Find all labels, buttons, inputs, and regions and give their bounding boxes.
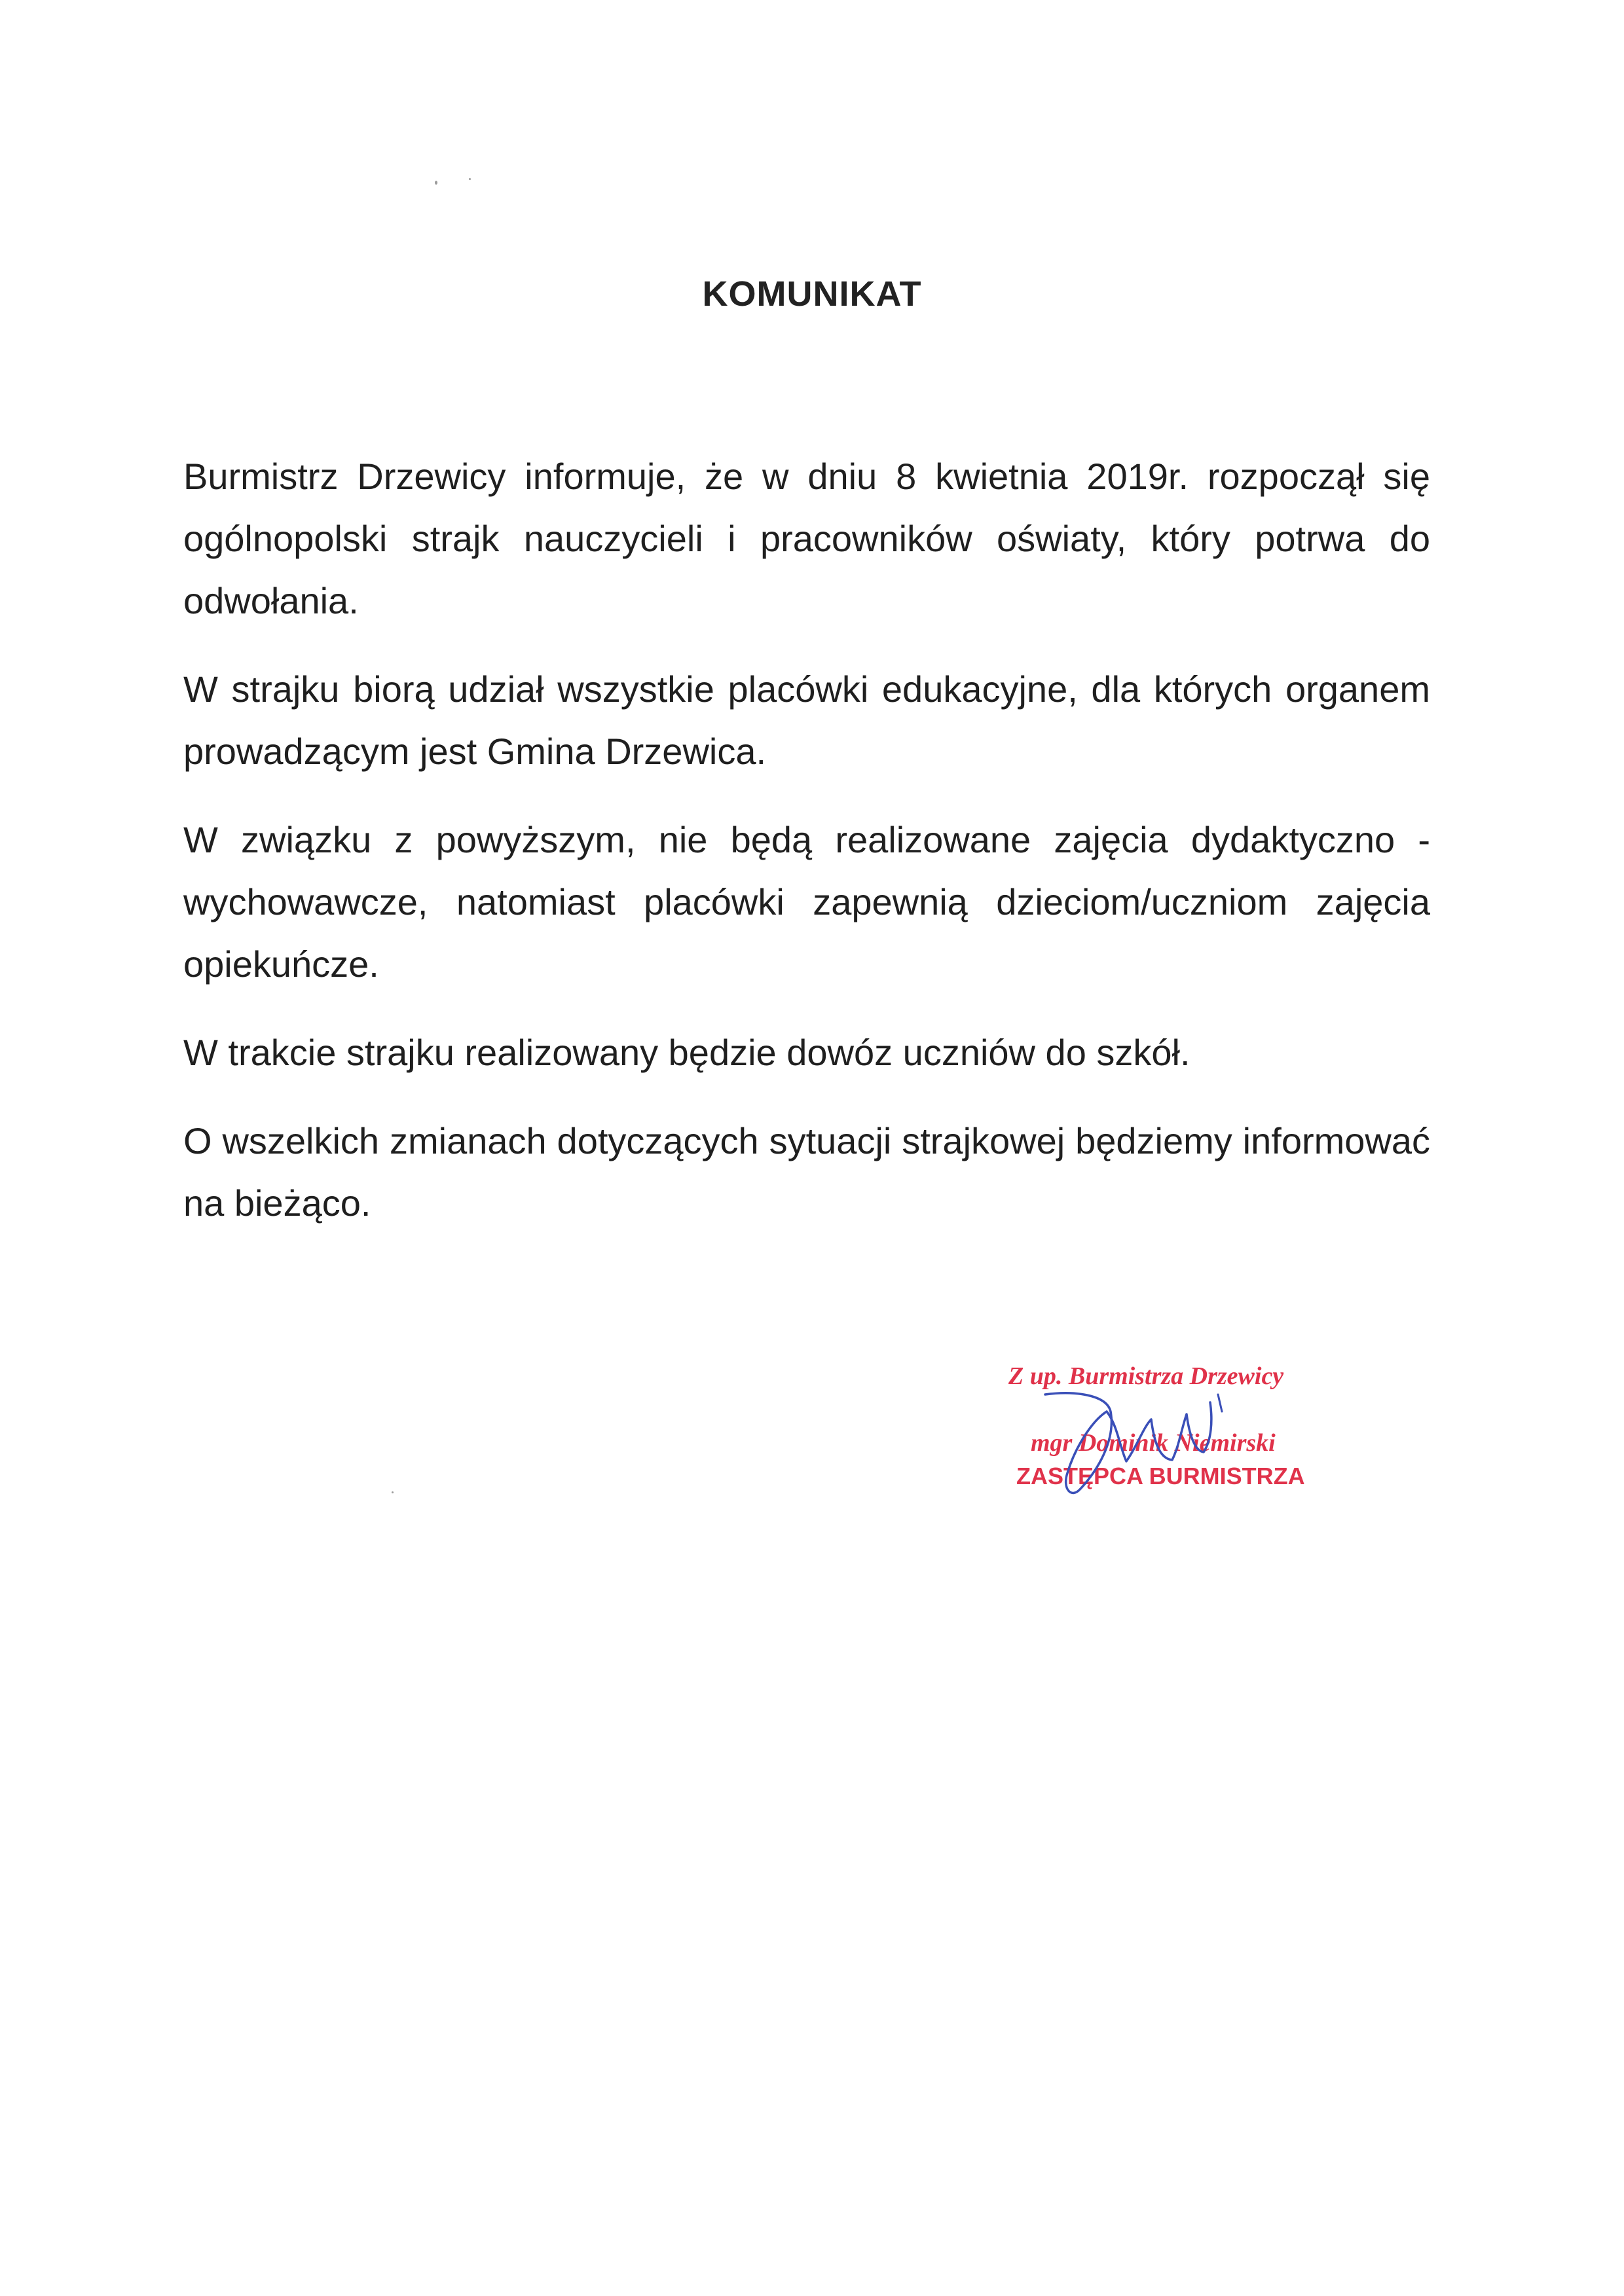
- scan-speck: [469, 178, 471, 180]
- paragraph-classes-cancelled: W związku z powyższym, nie będą realizowane zajęcia dydaktyczno - wychowawcze, natomiast placówki zapewnią dzieciom/uczniom zajęcia opiekuńcze.: [183, 819, 1430, 985]
- official-stamp: [982, 1349, 1349, 1506]
- paragraph-transport: W trakcie strajku realizowany będzie dowóz uczniów do szkół.: [183, 1032, 1190, 1073]
- document-body: [183, 445, 1430, 1260]
- paragraph-updates: O wszelkich zmianach dotyczących sytuacji strajkowej będziemy informować na bieżąco.: [183, 1120, 1430, 1224]
- stamp-authorization-line: Z up. Burmistrza Drzewicy: [1008, 1362, 1284, 1390]
- scan-speck: [435, 181, 437, 185]
- scan-speck: [392, 1491, 394, 1493]
- paragraph-strike-announcement: Burmistrz Drzewicy informuje, że w dniu 8 kwietnia 2019r. rozpoczął się ogólnopolski strajk nauczycieli i pracowników oświaty, który potrwa do odwołania.: [183, 456, 1430, 621]
- document-title: KOMUNIKAT: [702, 274, 922, 314]
- paragraph-participating-institutions: W strajku biorą udział wszystkie placówki edukacyjne, dla których organem prowadzącym jest Gmina Drzewica.: [183, 668, 1430, 772]
- stamp-position-line: ZASTĘPCA BURMISTRZA: [1016, 1463, 1305, 1489]
- stamp-name-line: mgr Dominik Niemirski: [1031, 1429, 1276, 1457]
- signature-tick: [1218, 1394, 1222, 1412]
